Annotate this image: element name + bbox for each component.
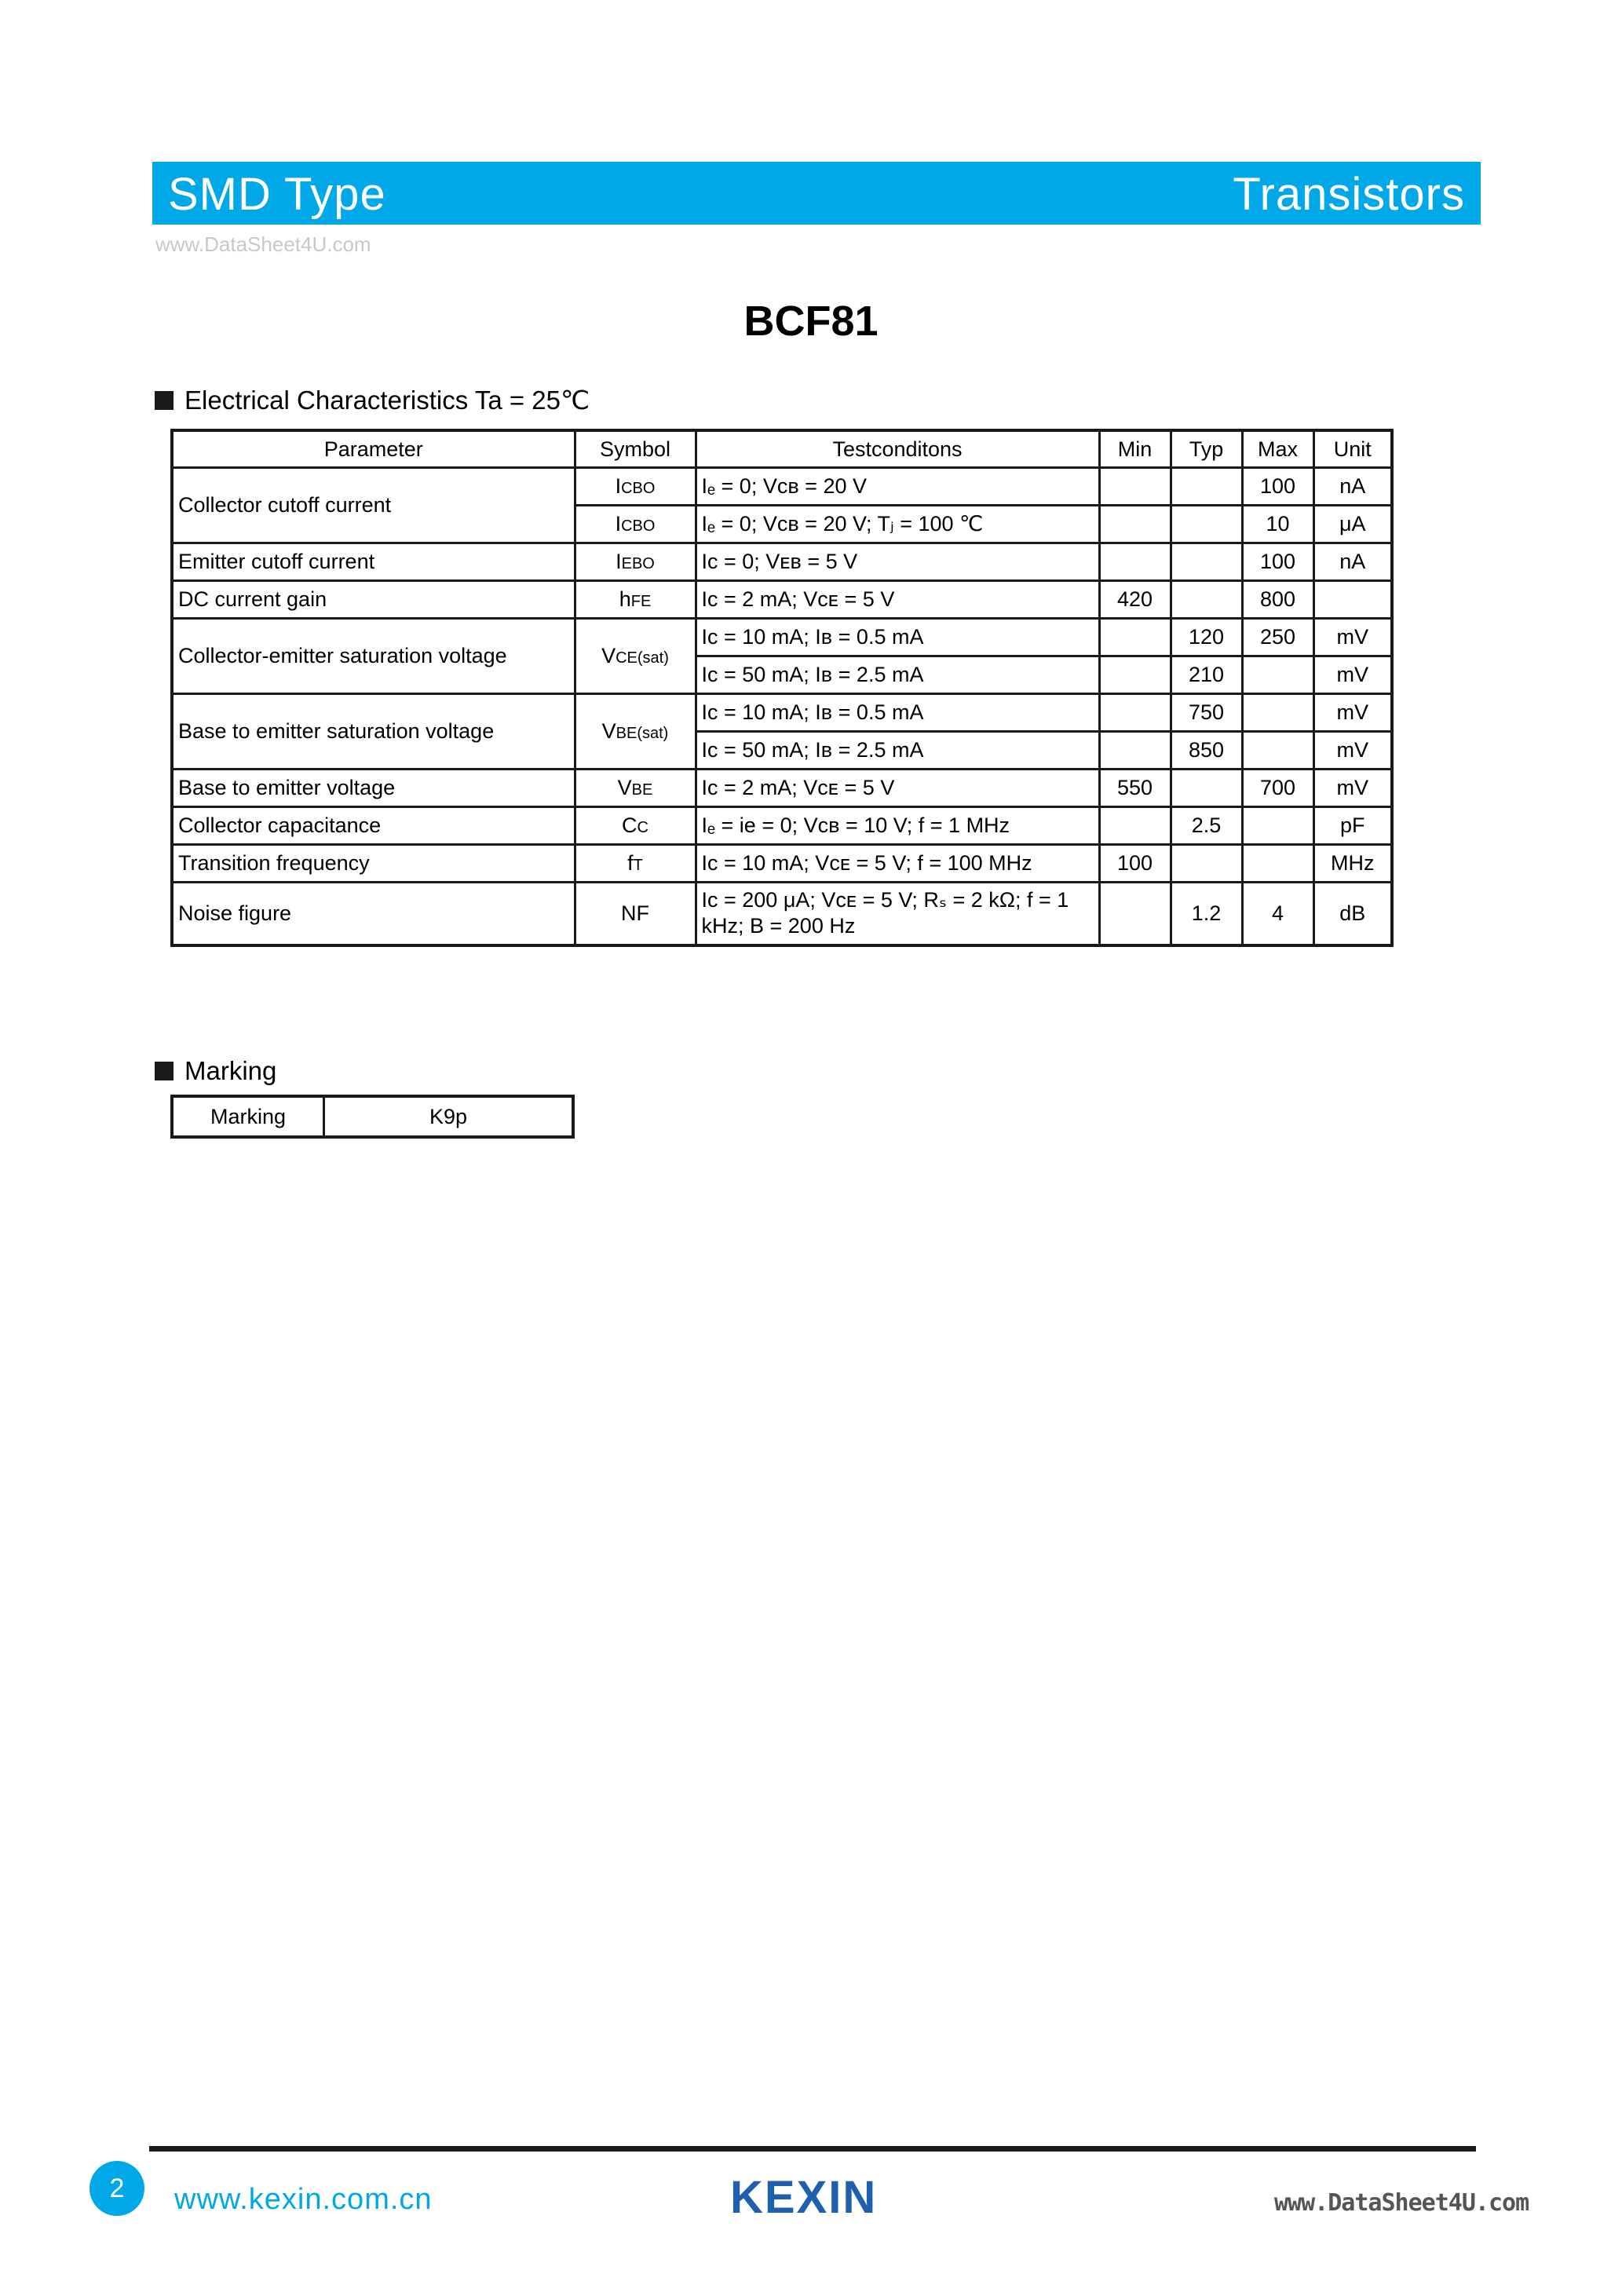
electrical-section-label: Electrical Characteristics Ta = 25℃ (184, 386, 590, 415)
typ-cell: 1.2 (1171, 883, 1242, 945)
min-cell: 420 (1099, 581, 1171, 619)
marking-section-heading (155, 1056, 276, 1086)
max-cell (1242, 694, 1313, 732)
unit-cell: mV (1313, 619, 1392, 656)
header-cell: Typ (1171, 430, 1242, 468)
unit-cell: MHz (1313, 845, 1392, 883)
typ-cell: 2.5 (1171, 807, 1242, 845)
param-cell: Emitter cutoff current (172, 543, 575, 581)
typ-cell (1171, 770, 1242, 807)
table-row (172, 468, 1392, 506)
marking-value-cell: K9p (324, 1096, 574, 1137)
table-row (172, 1096, 573, 1137)
marking-table (170, 1095, 575, 1139)
symbol-cell: ICBO (575, 506, 696, 543)
unit-cell (1313, 581, 1392, 619)
table-row (172, 883, 1392, 945)
param-cell: Collector capacitance (172, 807, 575, 845)
watermark-link[interactable]: www.DataSheet4U.com (155, 232, 371, 256)
header-cell: Min (1099, 430, 1171, 468)
table-row (172, 619, 1392, 656)
table-row (172, 845, 1392, 883)
param-cell: Transition frequency (172, 845, 575, 883)
condition-cell: Iₑ = 0; Vᴄʙ = 20 V; Tⱼ = 100 ℃ (696, 506, 1099, 543)
footer-divider (149, 2146, 1476, 2152)
min-cell (1099, 506, 1171, 543)
condition-cell: Iᴄ = 50 mA; Iʙ = 2.5 mA (696, 732, 1099, 770)
table-row (172, 581, 1392, 619)
page-number-badge: 2 (90, 2161, 144, 2216)
max-cell: 700 (1242, 770, 1313, 807)
header-cell: Unit (1313, 430, 1392, 468)
max-cell: 100 (1242, 543, 1313, 581)
footer-watermark-link[interactable]: www.DataSheet4U.com (1274, 2189, 1529, 2217)
min-cell (1099, 807, 1171, 845)
symbol-cell: VBE(sat) (575, 694, 696, 770)
max-cell (1242, 807, 1313, 845)
max-cell: 800 (1242, 581, 1313, 619)
param-cell: DC current gain (172, 581, 575, 619)
condition-cell: Iᴄ = 10 mA; Iʙ = 0.5 mA (696, 694, 1099, 732)
condition-cell: Iₑ = 0; Vᴄʙ = 20 V (696, 468, 1099, 506)
condition-cell: Iᴄ = 200 μA; Vᴄᴇ = 5 V; Rₛ = 2 kΩ; f = 1 kHz; B = 200 Hz (696, 883, 1099, 945)
condition-cell: Iᴄ = 10 mA; Vᴄᴇ = 5 V; f = 100 MHz (696, 845, 1099, 883)
typ-cell (1171, 506, 1242, 543)
typ-cell (1171, 581, 1242, 619)
typ-cell: 120 (1171, 619, 1242, 656)
condition-cell: Iᴄ = 2 mA; Vᴄᴇ = 5 V (696, 770, 1099, 807)
page-title: BCF81 (743, 298, 879, 345)
param-cell: Base to emitter saturation voltage (172, 694, 575, 770)
max-cell (1242, 845, 1313, 883)
typ-cell (1171, 468, 1242, 506)
param-cell: Noise figure (172, 883, 575, 945)
max-cell: 100 (1242, 468, 1313, 506)
min-cell (1099, 883, 1171, 945)
condition-cell: Iₑ = ie = 0; Vᴄʙ = 10 V; f = 1 MHz (696, 807, 1099, 845)
header-cell: Max (1242, 430, 1313, 468)
condition-cell: Iᴄ = 2 mA; Vᴄᴇ = 5 V (696, 581, 1099, 619)
condition-cell: Iᴄ = 50 mA; Iʙ = 2.5 mA (696, 656, 1099, 694)
bullet-square-icon (155, 1062, 174, 1080)
param-cell: Collector cutoff current (172, 468, 575, 543)
electrical-characteristics-table (170, 429, 1394, 947)
unit-cell: nA (1313, 468, 1392, 506)
max-cell: 10 (1242, 506, 1313, 543)
unit-cell: μA (1313, 506, 1392, 543)
typ-cell: 850 (1171, 732, 1242, 770)
symbol-cell: IEBO (575, 543, 696, 581)
min-cell: 550 (1099, 770, 1171, 807)
min-cell (1099, 619, 1171, 656)
unit-cell: mV (1313, 694, 1392, 732)
condition-cell: Iᴄ = 0; Vᴇʙ = 5 V (696, 543, 1099, 581)
marking-section-label: Marking (184, 1056, 277, 1085)
kexin-logo-text: KEXIN (730, 2174, 878, 2221)
max-cell (1242, 656, 1313, 694)
min-cell (1099, 732, 1171, 770)
header-cell: Testconditons (696, 430, 1099, 468)
min-cell (1099, 468, 1171, 506)
max-cell (1242, 732, 1313, 770)
symbol-cell: ICBO (575, 468, 696, 506)
unit-cell: mV (1313, 656, 1392, 694)
typ-cell (1171, 543, 1242, 581)
max-cell: 250 (1242, 619, 1313, 656)
symbol-cell: CC (575, 807, 696, 845)
max-cell: 4 (1242, 883, 1313, 945)
header-product-type: Transistors (1233, 169, 1465, 220)
unit-cell: mV (1313, 732, 1392, 770)
table-row (172, 694, 1392, 732)
symbol-cell: VCE(sat) (575, 619, 696, 694)
header-banner (152, 162, 1481, 225)
unit-cell: mV (1313, 770, 1392, 807)
typ-cell (1171, 845, 1242, 883)
table-row (172, 543, 1392, 581)
marking-label-cell: Marking (172, 1096, 324, 1137)
param-cell: Base to emitter voltage (172, 770, 575, 807)
kexin-logo (730, 2174, 911, 2225)
min-cell: 100 (1099, 845, 1171, 883)
header-category: SMD Type (168, 169, 386, 220)
typ-cell: 210 (1171, 656, 1242, 694)
symbol-cell: fT (575, 845, 696, 883)
table-header-row (172, 430, 1392, 468)
symbol-cell: NF (575, 883, 696, 945)
min-cell (1099, 543, 1171, 581)
bullet-square-icon (155, 391, 174, 410)
condition-cell: Iᴄ = 10 mA; Iʙ = 0.5 mA (696, 619, 1099, 656)
header-cell: Parameter (172, 430, 575, 468)
min-cell (1099, 694, 1171, 732)
param-cell: Collector-emitter saturation voltage (172, 619, 575, 694)
electrical-section-heading (155, 385, 590, 415)
symbol-cell: hFE (575, 581, 696, 619)
table-row (172, 770, 1392, 807)
unit-cell: nA (1313, 543, 1392, 581)
table-row (172, 807, 1392, 845)
header-cell: Symbol (575, 430, 696, 468)
symbol-cell: VBE (575, 770, 696, 807)
footer-website-link[interactable]: www.kexin.com.cn (174, 2183, 433, 2216)
unit-cell: dB (1313, 883, 1392, 945)
typ-cell: 750 (1171, 694, 1242, 732)
min-cell (1099, 656, 1171, 694)
unit-cell: pF (1313, 807, 1392, 845)
